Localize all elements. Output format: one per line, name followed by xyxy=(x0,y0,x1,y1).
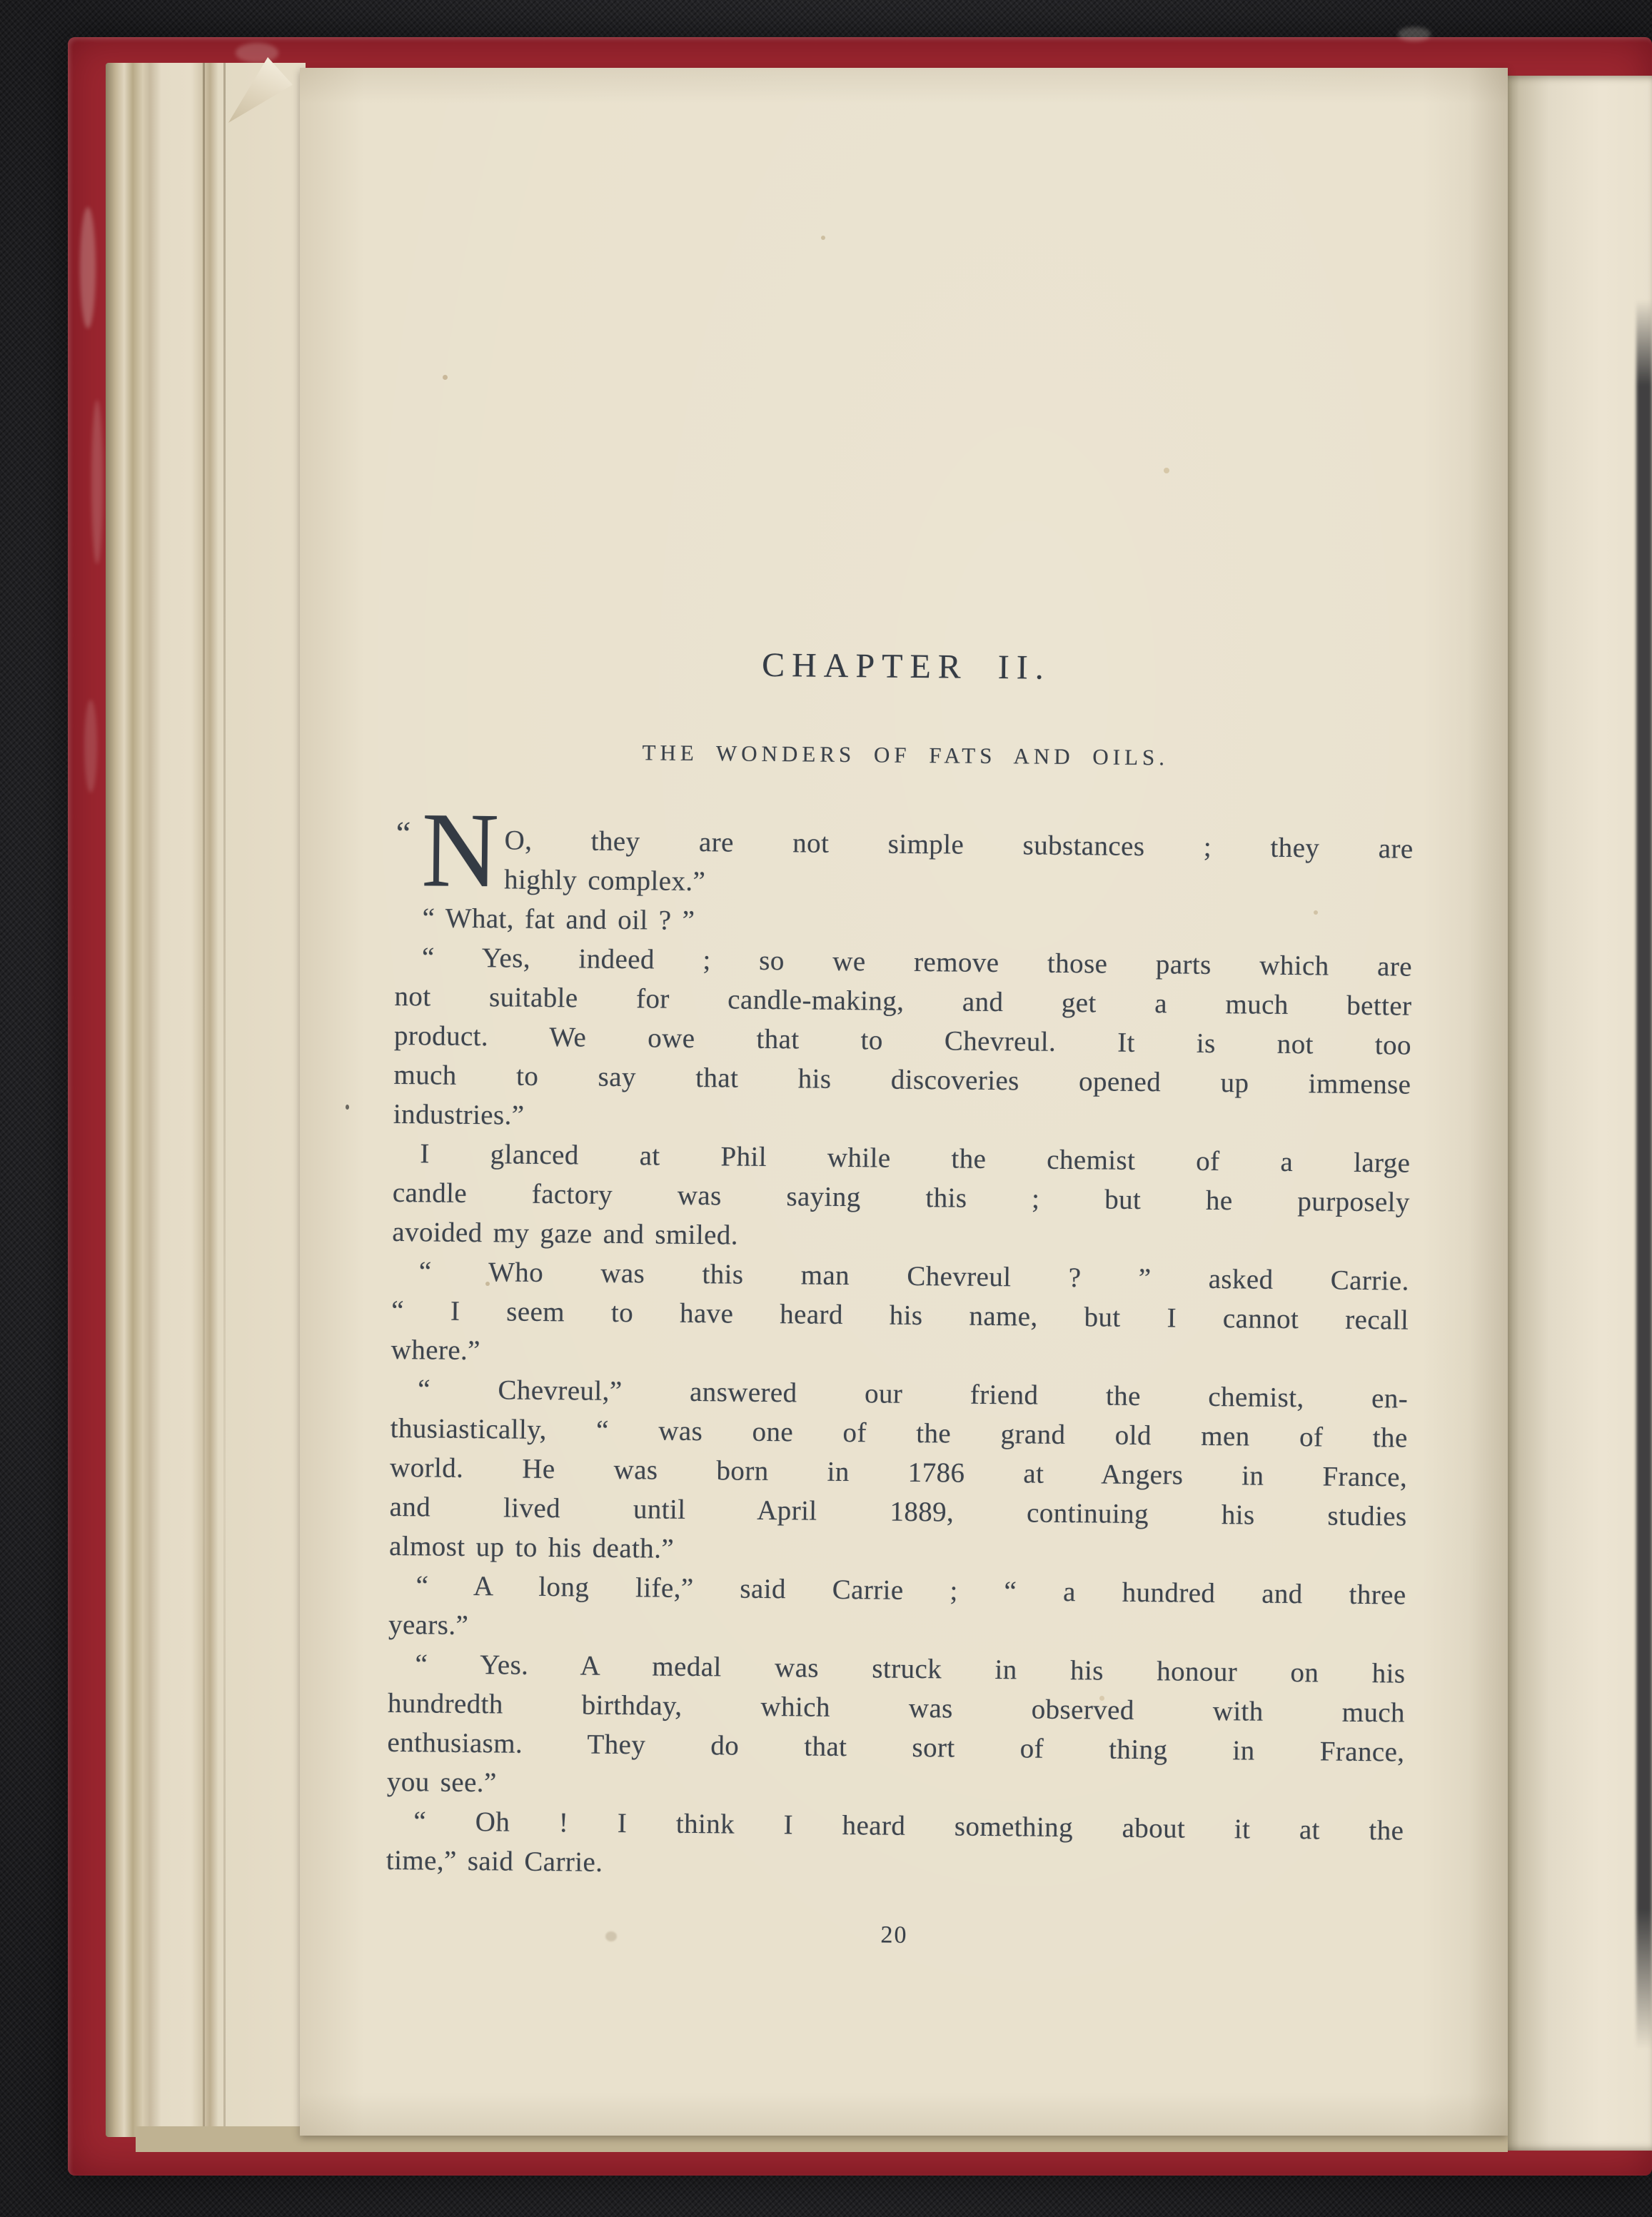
lint-fleck xyxy=(1398,27,1431,41)
paragraph xyxy=(396,790,1414,910)
paragraph xyxy=(386,1801,1404,1890)
text-line: “ A long life,” said Carrie ; “ a hundred and three xyxy=(415,1570,1406,1611)
text-line: highly complex.” xyxy=(503,864,706,898)
text-line: not suitable for candle-making, and get a much better xyxy=(394,980,1412,1022)
text-line: I glanced at Phil while the chemist of a large xyxy=(420,1138,1411,1179)
text-line: almost up to his death.” xyxy=(388,1530,675,1564)
text-line: industries.” xyxy=(393,1098,525,1131)
text-line: you see.” xyxy=(386,1766,497,1799)
text-line: avoided my gaze and smiled. xyxy=(392,1216,739,1251)
right-edge-shadow xyxy=(1636,300,1652,2049)
text-line: much to say that his discoveries opened up immense xyxy=(393,1059,1411,1100)
text-line: product. We owe that to Chevreul. It is not too xyxy=(393,1020,1412,1061)
page-crease xyxy=(203,63,205,2137)
text-line: “ What, fat and oil ? ” xyxy=(422,903,695,936)
text-line: “ I seem to have heard his name, but I cannot recall xyxy=(391,1294,1409,1336)
text-line: hundredth birthday, which was observed with much xyxy=(387,1687,1406,1729)
cover-scuff xyxy=(236,43,278,63)
paragraph xyxy=(387,1644,1406,1811)
paragraph xyxy=(392,1134,1411,1262)
text-line: thusiastically, “ was one of the grand old men of the xyxy=(390,1412,1408,1454)
text-line: enthusiasm. They do that sort of thing in France, xyxy=(387,1726,1405,1768)
facing-page-edge xyxy=(1508,76,1652,2151)
chapter-heading: CHAPTER II. xyxy=(761,645,1052,687)
body-text xyxy=(386,790,1414,1890)
drop-cap xyxy=(396,790,500,910)
drop-cap-letter: N xyxy=(420,790,500,910)
open-quote: “ xyxy=(396,814,411,852)
text-line: O, they are not simple substances ; they are xyxy=(504,825,1414,865)
paragraph xyxy=(393,937,1413,1144)
text-line: and lived until April 1889, continuing his studies xyxy=(389,1491,1407,1532)
cover-scuff xyxy=(84,700,97,793)
page-crease xyxy=(223,63,226,2137)
paragraph xyxy=(389,1369,1409,1576)
paragraph xyxy=(391,1252,1410,1379)
chapter-subtitle: THE WONDERS OF FATS AND OILS. xyxy=(642,740,1169,770)
text-line: world. He was born in 1786 at Angers in France, xyxy=(389,1452,1408,1493)
paper-speck xyxy=(346,1105,349,1110)
text-line: candle factory was saying this ; but he purposely xyxy=(392,1177,1411,1218)
text-line: “ Oh ! I think I heard something about it at the xyxy=(413,1806,1404,1846)
text-line: “ Yes. A medal was struck in his honour on his xyxy=(415,1649,1406,1689)
text-line: where.” xyxy=(391,1334,481,1367)
text-line: “ Chevreul,” answered our friend the chemist, en- xyxy=(418,1374,1409,1414)
book-page xyxy=(300,68,1508,2136)
cover-scuff xyxy=(80,207,96,328)
page-number: 20 xyxy=(880,1921,908,1949)
printed-text xyxy=(386,68,1421,1954)
text-line: years.” xyxy=(388,1609,469,1641)
text-line: “ Yes, indeed ; so we remove those parts which are xyxy=(421,942,1413,982)
paragraph xyxy=(388,1566,1406,1654)
text-line: “ Who was this man Chevreul ? ” asked Carrie. xyxy=(418,1256,1409,1297)
cover-scuff xyxy=(91,400,103,564)
page-edges-left xyxy=(106,63,306,2137)
text-line: time,” said Carrie. xyxy=(386,1844,603,1878)
